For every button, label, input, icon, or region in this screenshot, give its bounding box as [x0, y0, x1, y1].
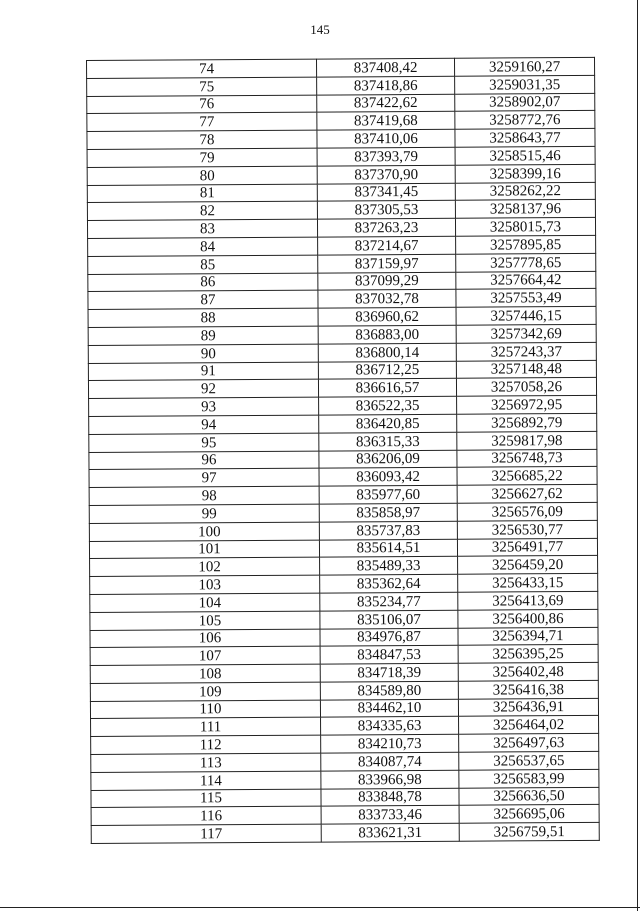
point-number-cell: 107: [90, 646, 320, 665]
table-row: [90, 609, 598, 630]
table-row: [91, 787, 599, 808]
point-number-cell: 80: [87, 166, 317, 185]
table-row: [91, 769, 599, 790]
x-coordinate-cell: 837393,79: [317, 147, 455, 166]
y-coordinate-cell: 3256759,51: [459, 823, 599, 842]
x-coordinate-cell: 837410,06: [317, 129, 455, 148]
y-coordinate-cell: 3258399,16: [455, 164, 595, 183]
y-coordinate-cell: 3256459,20: [458, 556, 598, 575]
x-coordinate-cell: 837419,68: [317, 112, 455, 131]
point-number-cell: 97: [89, 468, 319, 487]
table-row: [91, 823, 599, 844]
y-coordinate-cell: 3256576,09: [457, 502, 597, 521]
table-row: [89, 449, 597, 470]
x-coordinate-cell: 836712,25: [318, 361, 456, 380]
table-row: [90, 627, 598, 648]
x-coordinate-cell: 834210,73: [321, 735, 459, 754]
table-row: [91, 734, 599, 755]
point-number-cell: 82: [87, 201, 317, 220]
x-coordinate-cell: 837305,53: [317, 201, 455, 220]
x-coordinate-cell: 836960,62: [318, 307, 456, 326]
x-coordinate-cell: 837341,45: [317, 183, 455, 202]
y-coordinate-cell: 3256497,63: [459, 734, 599, 753]
page-number: 145: [310, 22, 330, 37]
table-row: [88, 360, 596, 381]
point-number-cell: 75: [87, 77, 317, 96]
x-coordinate-cell: 835234,77: [320, 592, 458, 611]
table-row: [90, 556, 598, 577]
table-row: [87, 182, 595, 203]
y-coordinate-cell: 3256402,48: [458, 662, 598, 681]
x-coordinate-cell: 836616,57: [318, 379, 456, 398]
y-coordinate-cell: 3256627,62: [457, 485, 597, 504]
y-coordinate-cell: 3256972,95: [457, 396, 597, 415]
x-coordinate-cell: 836522,35: [319, 396, 457, 415]
x-coordinate-cell: 837408,42: [316, 58, 454, 77]
x-coordinate-cell: 837422,62: [317, 94, 455, 113]
table-row: [87, 218, 595, 239]
page-edge-right: [637, 0, 638, 911]
point-number-cell: 102: [90, 557, 320, 576]
table-row: [88, 271, 596, 292]
table-row: [90, 591, 598, 612]
table-row: [89, 467, 597, 488]
point-number-cell: 78: [87, 130, 317, 149]
point-number-cell: 87: [88, 290, 318, 309]
x-coordinate-cell: 833848,78: [321, 788, 459, 807]
point-number-cell: 94: [89, 415, 319, 434]
coordinates-table-wrapper: [86, 57, 600, 844]
table-row: [90, 662, 598, 683]
point-number-cell: 106: [90, 629, 320, 648]
point-number-cell: 104: [90, 593, 320, 612]
y-coordinate-cell: 3256537,65: [459, 751, 599, 770]
y-coordinate-cell: 3257058,26: [456, 378, 596, 397]
x-coordinate-cell: 836093,42: [319, 468, 457, 487]
point-number-cell: 117: [91, 824, 321, 843]
table-row: [87, 200, 595, 221]
table-row: [88, 289, 596, 310]
x-coordinate-cell: 835977,60: [319, 485, 457, 504]
y-coordinate-cell: 3256400,86: [458, 609, 598, 628]
point-number-cell: 93: [89, 397, 319, 416]
point-number-cell: 84: [88, 237, 318, 256]
y-coordinate-cell: 3256636,50: [459, 787, 599, 806]
x-coordinate-cell: 833733,46: [321, 806, 459, 825]
point-number-cell: 89: [88, 326, 318, 345]
table-row: [90, 680, 598, 701]
y-coordinate-cell: 3258262,22: [455, 182, 595, 201]
point-number-cell: 116: [91, 807, 321, 826]
point-number-cell: 115: [91, 789, 321, 808]
table-row: [91, 716, 599, 737]
x-coordinate-cell: 835737,83: [319, 521, 457, 540]
y-coordinate-cell: 3256436,91: [458, 698, 598, 717]
point-number-cell: 91: [88, 362, 318, 381]
table-row: [89, 538, 597, 559]
y-coordinate-cell: 3256413,69: [458, 591, 598, 610]
y-coordinate-cell: 3257243,37: [456, 342, 596, 361]
point-number-cell: 108: [90, 664, 320, 683]
point-number-cell: 100: [89, 522, 319, 541]
point-number-cell: 109: [90, 682, 320, 701]
point-number-cell: 74: [87, 59, 317, 78]
table-row: [91, 805, 599, 826]
y-coordinate-cell: 3256695,06: [459, 805, 599, 824]
point-number-cell: 83: [87, 219, 317, 238]
y-coordinate-cell: 3256416,38: [458, 680, 598, 699]
y-coordinate-cell: 3257778,65: [456, 253, 596, 272]
y-coordinate-cell: 3256892,79: [457, 413, 597, 432]
y-coordinate-cell: 3256491,77: [457, 538, 597, 557]
x-coordinate-cell: 834462,10: [320, 699, 458, 718]
x-coordinate-cell: 833621,31: [321, 824, 459, 843]
x-coordinate-cell: 834589,80: [320, 681, 458, 700]
x-coordinate-cell: 834847,53: [320, 646, 458, 665]
table-row: [88, 324, 596, 345]
y-coordinate-cell: 3256748,73: [457, 449, 597, 468]
x-coordinate-cell: 834976,87: [320, 628, 458, 647]
y-coordinate-cell: 3257664,42: [456, 271, 596, 290]
table-row: [89, 485, 597, 506]
point-number-cell: 113: [91, 753, 321, 772]
table-row: [88, 253, 596, 274]
coordinates-table-body: [87, 57, 600, 843]
table-row: [88, 378, 596, 399]
y-coordinate-cell: 3256395,25: [458, 645, 598, 664]
y-coordinate-cell: 3256464,02: [459, 716, 599, 735]
x-coordinate-cell: 835614,51: [319, 539, 457, 558]
point-number-cell: 76: [87, 95, 317, 114]
point-number-cell: 99: [89, 504, 319, 523]
y-coordinate-cell: 3256394,71: [458, 627, 598, 646]
point-number-cell: 114: [91, 771, 321, 790]
table-row: [90, 573, 598, 594]
y-coordinate-cell: 3258515,46: [455, 146, 595, 165]
point-number-cell: 77: [87, 112, 317, 131]
x-coordinate-cell: 837370,90: [317, 165, 455, 184]
y-coordinate-cell: 3258902,07: [455, 93, 595, 112]
point-number-cell: 81: [87, 184, 317, 203]
point-number-cell: 112: [91, 735, 321, 754]
y-coordinate-cell: 3258643,77: [455, 129, 595, 148]
x-coordinate-cell: 836420,85: [319, 414, 457, 433]
x-coordinate-cell: 835858,97: [319, 503, 457, 522]
x-coordinate-cell: 834718,39: [320, 663, 458, 682]
x-coordinate-cell: 834335,63: [321, 717, 459, 736]
x-coordinate-cell: 833966,98: [321, 770, 459, 789]
y-coordinate-cell: 3256530,77: [457, 520, 597, 539]
table-row: [91, 751, 599, 772]
x-coordinate-cell: 835106,07: [320, 610, 458, 629]
table-row: [89, 502, 597, 523]
x-coordinate-cell: 836883,00: [318, 325, 456, 344]
y-coordinate-cell: 3259160,27: [454, 57, 594, 76]
table-row: [89, 431, 597, 452]
x-coordinate-cell: 837032,78: [318, 290, 456, 309]
point-number-cell: 88: [88, 308, 318, 327]
y-coordinate-cell: 3257446,15: [456, 307, 596, 326]
point-number-cell: 101: [89, 540, 319, 559]
table-row: [88, 342, 596, 363]
y-coordinate-cell: 3256433,15: [458, 573, 598, 592]
point-number-cell: 103: [90, 575, 320, 594]
y-coordinate-cell: 3256685,22: [457, 467, 597, 486]
y-coordinate-cell: 3257342,69: [456, 324, 596, 343]
point-number-cell: 95: [89, 433, 319, 452]
point-number-cell: 111: [91, 718, 321, 737]
point-number-cell: 92: [88, 379, 318, 398]
table-row: [89, 413, 597, 434]
coordinates-table: [86, 57, 600, 844]
point-number-cell: 110: [90, 700, 320, 719]
x-coordinate-cell: 837099,29: [318, 272, 456, 291]
point-number-cell: 86: [88, 273, 318, 292]
y-coordinate-cell: 3256583,99: [459, 769, 599, 788]
y-coordinate-cell: 3259817,98: [457, 431, 597, 450]
point-number-cell: 79: [87, 148, 317, 167]
y-coordinate-cell: 3258015,73: [455, 218, 595, 237]
x-coordinate-cell: 834087,74: [321, 752, 459, 771]
point-number-cell: 85: [88, 255, 318, 274]
y-coordinate-cell: 3258137,96: [455, 200, 595, 219]
point-number-cell: 105: [90, 611, 320, 630]
table-row: [88, 307, 596, 328]
y-coordinate-cell: 3257553,49: [456, 289, 596, 308]
table-row: [90, 698, 598, 719]
x-coordinate-cell: 835489,33: [320, 557, 458, 576]
table-row: [89, 520, 597, 541]
table-row: [88, 235, 596, 256]
point-number-cell: 98: [89, 486, 319, 505]
x-coordinate-cell: 836800,14: [318, 343, 456, 362]
point-number-cell: 96: [89, 451, 319, 470]
table-row: [89, 396, 597, 417]
y-coordinate-cell: 3257148,48: [456, 360, 596, 379]
x-coordinate-cell: 837263,23: [317, 218, 455, 237]
x-coordinate-cell: 836315,33: [319, 432, 457, 451]
x-coordinate-cell: 837418,86: [317, 76, 455, 95]
x-coordinate-cell: 835362,64: [320, 574, 458, 593]
point-number-cell: 90: [88, 344, 318, 363]
y-coordinate-cell: 3259031,35: [455, 75, 595, 94]
x-coordinate-cell: 836206,09: [319, 450, 457, 469]
x-coordinate-cell: 837214,67: [318, 236, 456, 255]
x-coordinate-cell: 837159,97: [318, 254, 456, 273]
y-coordinate-cell: 3257895,85: [456, 235, 596, 254]
y-coordinate-cell: 3258772,76: [455, 111, 595, 130]
table-row: [90, 645, 598, 666]
page-edge-bottom: [0, 907, 640, 908]
